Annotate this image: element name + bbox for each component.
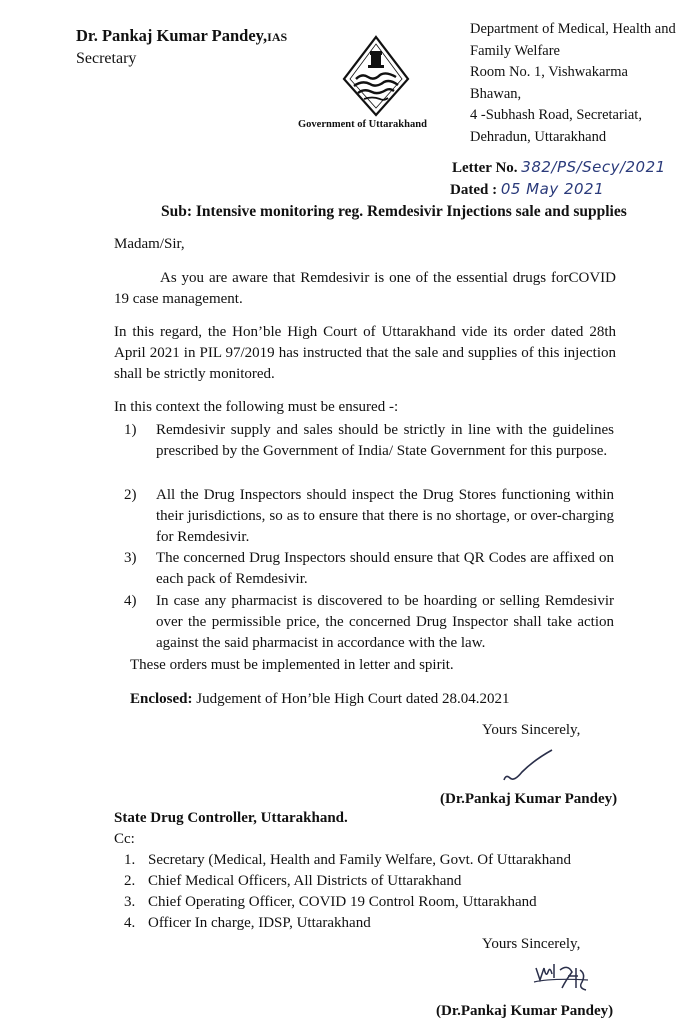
signatory-name: (Dr.Pankaj Kumar Pandey) [436,1003,614,1019]
cc-item-number: 1. [124,852,136,868]
cc-item [124,871,461,892]
body-paragraph: As you are aware that Remdesivir is one of the essential drugs forCOVID 19 case management. [114,270,616,307]
letter-date [450,180,604,199]
list-item [124,420,614,462]
address-line: 4 -Subhash Road, Secretariat, [470,107,642,123]
state-emblem-icon [342,35,410,119]
signature-image [532,958,590,998]
officer-name-text: Dr. Pankaj Kumar Pandey, [76,26,268,45]
enclosure-text: Judgement of Hon’ble High Court dated 28.04.2021 [192,691,510,707]
body-paragraph: In this regard, the Hon’ble High Court of Uttarakhand vide its order dated 28th April 2021 in PIL 97/2019 has instructed that the sale and supplies of this injection shall be strictly monitored. [114,324,616,382]
closing-salutation: Yours Sincerely, [482,722,581,738]
department-address [470,19,682,148]
address-line: Room No. 1, Vishwakarma Bhawan, [470,64,628,102]
enclosure-line [130,689,510,710]
body-paragraph: In this context the following must be ensured -: [114,399,399,415]
government-label: Government of Uttarakhand [298,119,427,130]
list-item-number: 1) [124,422,137,438]
list-item-text: Remdesivir supply and sales should be strictly in line with the guidelines prescribed by the Government of India/ State Government for this purpose. [156,422,614,459]
closing-salutation: Yours Sincerely, [482,936,581,952]
subject-line: Sub: Intensive monitoring reg. Remdesivir Injections sale and supplies [161,203,627,220]
list-item-number: 3) [124,550,137,566]
cc-item [124,913,371,934]
cc-item-number: 3. [124,894,136,910]
signature-image [500,746,556,786]
list-item [124,591,614,654]
letter-date-label: Dated : [450,182,498,198]
address-line: Department of Medical, Health and [470,21,676,37]
letter-date-value: 05 May 2021 [500,180,605,198]
officer-suffix: IAS [267,30,288,44]
cc-item-text: Chief Medical Officers, All Districts of Uttarakhand [148,873,462,889]
letter-number-value: 382/PS/Secy/2021 [521,158,666,176]
list-item-text: All the Drug Inspectors should inspect the Drug Stores functioning within their jurisdictions, so as to ensure that there is no shortage, or over-charging for Remdesivir. [156,487,614,545]
cc-item-text: Officer In charge, IDSP, Uttarakhand [148,915,371,931]
list-item [124,485,614,548]
list-item-number: 4) [124,593,137,609]
cc-item-number: 2. [124,873,136,889]
recipient: State Drug Controller, Uttarakhand. [114,810,348,826]
cc-item [124,850,571,871]
officer-name [76,26,287,46]
list-item-text: The concerned Drug Inspectors should ensure that QR Codes are affixed on each pack of Remdesivir. [156,550,614,587]
cc-label: Cc: [114,831,135,847]
list-item-number: 2) [124,487,137,503]
cc-item-text: Secretary (Medical, Health and Family Welfare, Govt. Of Uttarakhand [148,852,571,868]
address-line: Family Welfare [470,42,560,59]
list-item [124,548,614,590]
cc-item [124,892,537,913]
salutation: Madam/Sir, [114,236,185,252]
officer-designation: Secretary [76,50,137,67]
cc-item-text: Chief Operating Officer, COVID 19 Control Room, Uttarakhand [148,894,537,910]
enclosure-label: Enclosed: [130,691,193,707]
letter-number [452,158,666,177]
list-item-text: In case any pharmacist is discovered to be hoarding or selling Remdesivir over the permissible price, the concerned Drug Inspector shall take action against the said pharmacist in accordance with the law. [156,593,614,651]
address-line: Dehradun, Uttarakhand [470,128,607,145]
cc-item-number: 4. [124,915,136,931]
closing-instruction: These orders must be implemented in letter and spirit. [130,657,454,673]
signatory-name: (Dr.Pankaj Kumar Pandey) [440,791,618,807]
letter-number-label: Letter No. [452,160,518,176]
